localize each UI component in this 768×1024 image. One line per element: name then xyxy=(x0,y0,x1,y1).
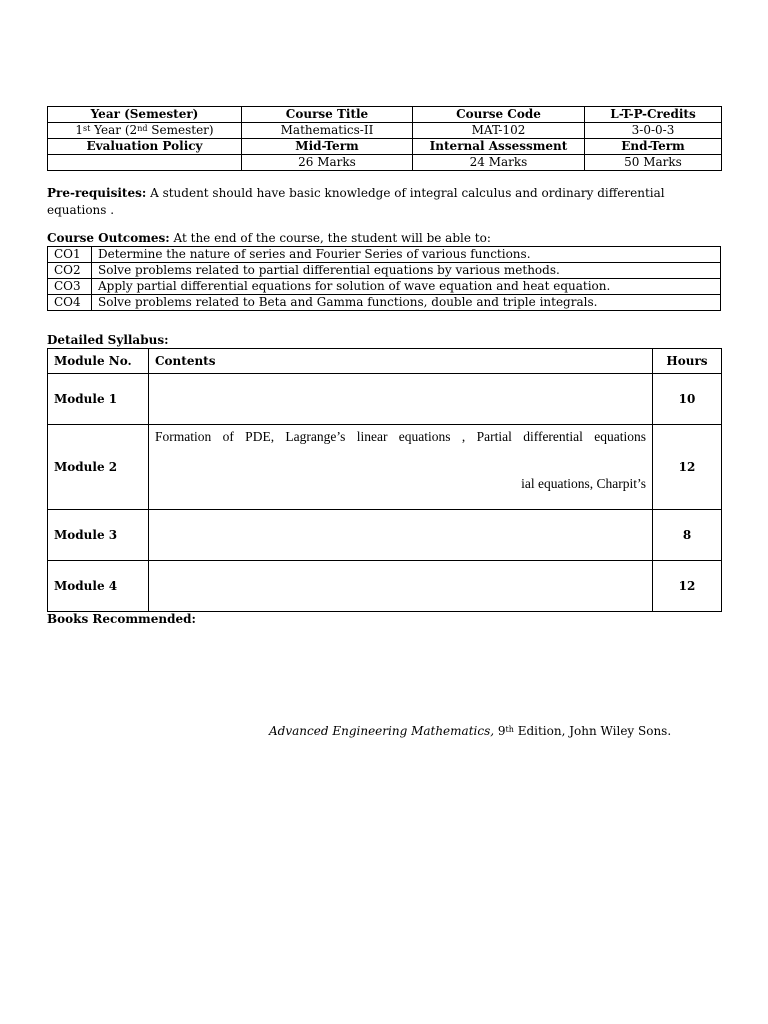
header-module-no: Module No. xyxy=(48,349,149,374)
header-evaluation-policy: Evaluation Policy xyxy=(48,139,242,155)
module-hours: 12 xyxy=(653,425,722,510)
header-year-semester: Year (Semester) xyxy=(48,107,242,123)
semester-ordinal: nd xyxy=(137,124,148,133)
table-row xyxy=(48,425,722,510)
header-course-code: Course Code xyxy=(413,107,585,123)
module-hours: 8 xyxy=(653,510,722,561)
header-hours: Hours xyxy=(653,349,722,374)
book-entry xyxy=(269,724,671,739)
table-row xyxy=(48,247,721,263)
year-number: 1 xyxy=(75,123,84,137)
ltp-credits-value: 3-0-0-3 xyxy=(585,123,722,139)
co-text: Solve problems related to partial differential equations by various methods. xyxy=(92,263,721,279)
co-code: CO3 xyxy=(48,279,92,295)
year-text: Year (2 xyxy=(90,123,138,137)
table-row xyxy=(48,510,722,561)
module-contents xyxy=(149,374,653,425)
book-publisher: Edition, John Wiley Sons. xyxy=(513,724,672,738)
header-ltp-credits: L-T-P-Credits xyxy=(585,107,722,123)
document-page xyxy=(47,106,721,627)
co-text: Apply partial differential equations for solution of wave equation and heat equation. xyxy=(92,279,721,295)
course-outcomes-heading xyxy=(47,231,721,246)
course-title-value: Mathematics-II xyxy=(242,123,413,139)
evaluation-header-row xyxy=(48,139,722,155)
header-mid-term: Mid-Term xyxy=(242,139,413,155)
mid-term-marks: 26 Marks xyxy=(242,155,413,171)
syllabus-header-row xyxy=(48,349,722,374)
table-row xyxy=(48,263,721,279)
module-contents xyxy=(149,425,653,510)
co-code: CO4 xyxy=(48,295,92,311)
course-code-value: MAT-102 xyxy=(413,123,585,139)
course-outcomes-intro: At the end of the course, the student will be able to: xyxy=(169,231,491,245)
module-contents xyxy=(149,510,653,561)
detailed-syllabus-heading: Detailed Syllabus: xyxy=(47,333,169,347)
header-contents: Contents xyxy=(149,349,653,374)
marks-blank xyxy=(48,155,242,171)
co-code: CO2 xyxy=(48,263,92,279)
co-code: CO1 xyxy=(48,247,92,263)
prerequisites-label: Pre-requisites: xyxy=(47,186,147,200)
contents-line: Formation of PDE, Lagrange’s linear equations , Partial differential equations xyxy=(155,429,646,444)
book-edition-ordinal: th xyxy=(505,725,514,734)
prerequisites-text: A student should have basic knowledge of integral calculus and ordinary differential equations . xyxy=(47,186,665,217)
module-name: Module 3 xyxy=(48,510,149,561)
course-outcomes-table xyxy=(47,246,721,311)
module-name: Module 4 xyxy=(48,561,149,612)
module-name: Module 2 xyxy=(48,425,149,510)
table-row xyxy=(48,295,721,311)
module-name: Module 1 xyxy=(48,374,149,425)
course-info-row xyxy=(48,123,722,139)
table-row xyxy=(48,561,722,612)
course-info-header-row xyxy=(48,107,722,123)
header-end-term: End-Term xyxy=(585,139,722,155)
contents-line: ial equations, Charpit’s xyxy=(521,476,646,491)
header-internal-assessment: Internal Assessment xyxy=(413,139,585,155)
co-text: Determine the nature of series and Fourier Series of various functions. xyxy=(92,247,721,263)
module-hours: 12 xyxy=(653,561,722,612)
co-text: Solve problems related to Beta and Gamma functions, double and triple integrals. xyxy=(92,295,721,311)
prerequisites-paragraph xyxy=(47,185,721,219)
table-row xyxy=(48,279,721,295)
marks-row xyxy=(48,155,722,171)
internal-assessment-marks: 24 Marks xyxy=(413,155,585,171)
course-info-table xyxy=(47,106,722,171)
book-title: Advanced Engineering Mathematics, xyxy=(269,724,495,738)
semester-text: Semester) xyxy=(147,123,214,137)
year-semester-value xyxy=(48,123,242,139)
module-contents xyxy=(149,561,653,612)
table-row xyxy=(48,374,722,425)
books-recommended-heading: Books Recommended: xyxy=(47,612,196,626)
course-outcomes-label: Course Outcomes: xyxy=(47,231,170,245)
book-edition-number: 9 xyxy=(494,724,506,738)
header-course-title: Course Title xyxy=(242,107,413,123)
module-hours: 10 xyxy=(653,374,722,425)
end-term-marks: 50 Marks xyxy=(585,155,722,171)
year-ordinal: st xyxy=(83,124,91,133)
syllabus-table xyxy=(47,348,722,612)
